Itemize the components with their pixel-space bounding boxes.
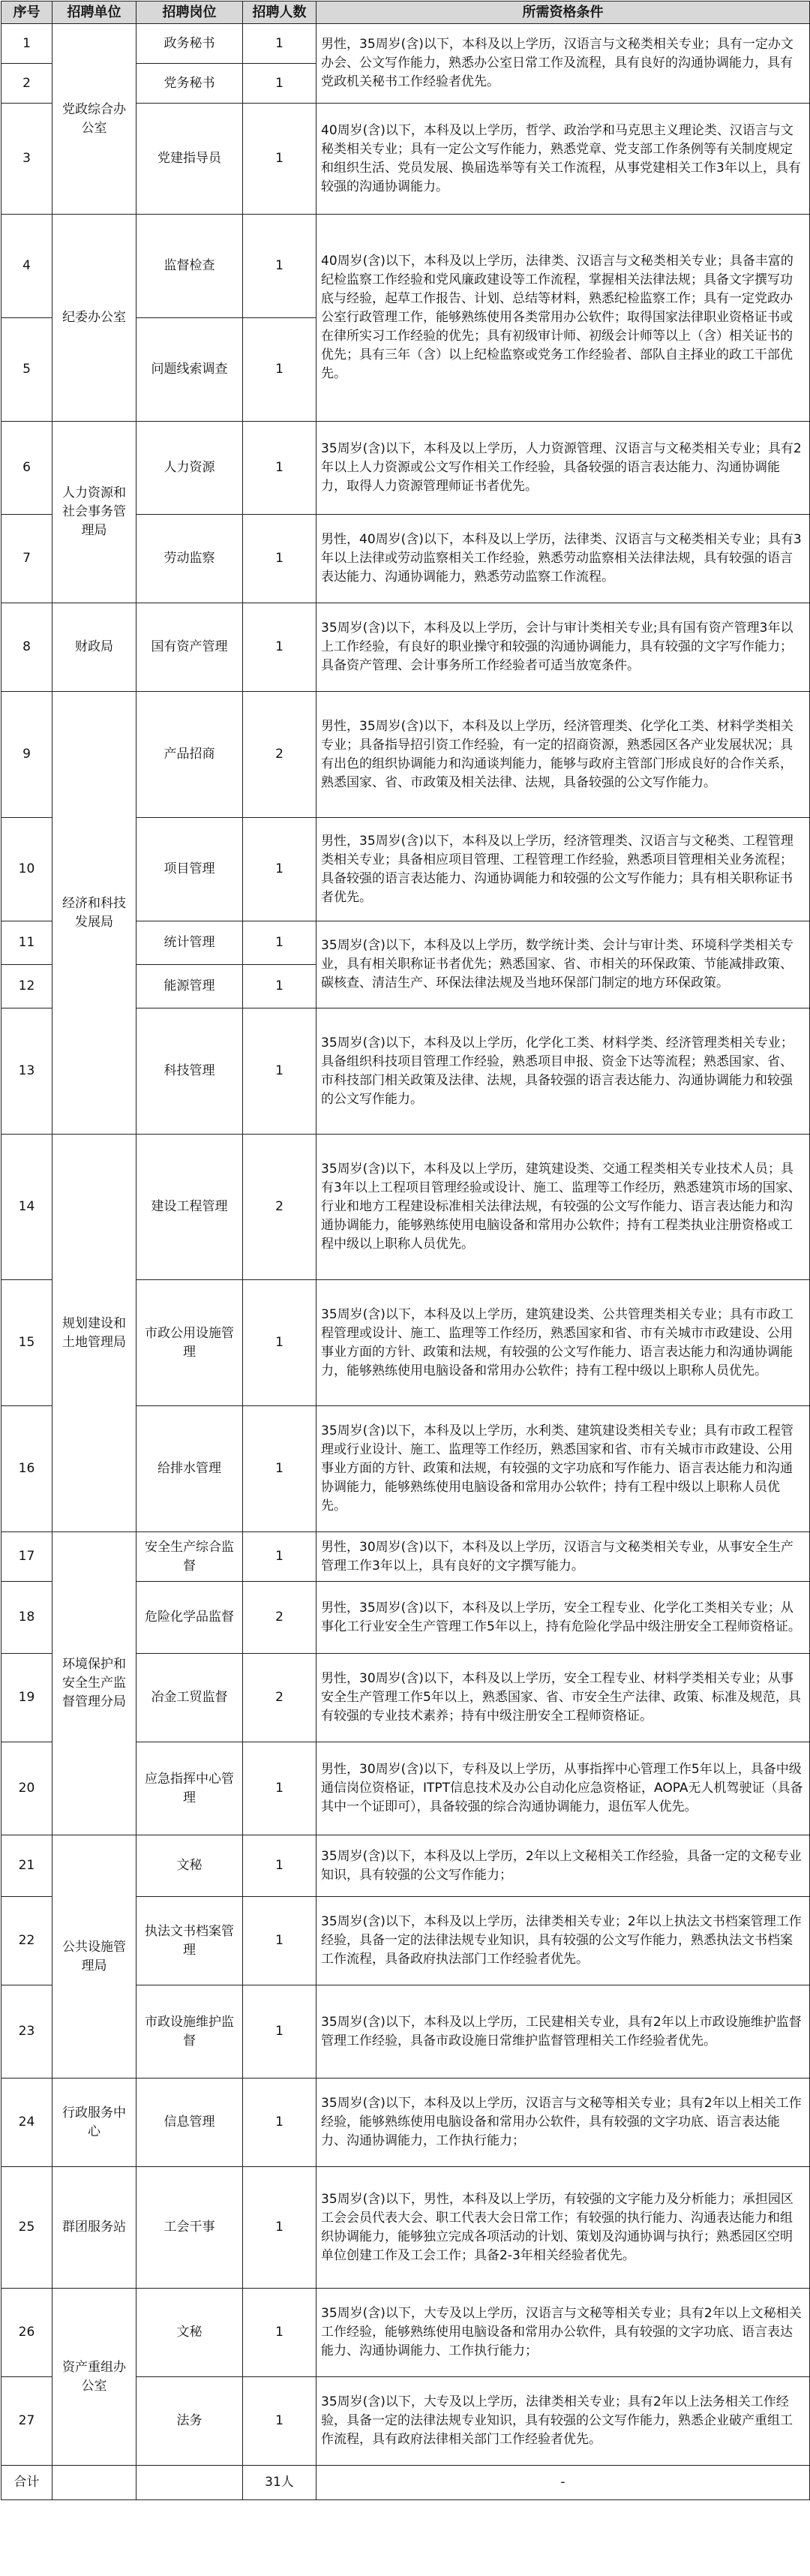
total-count: 31人 <box>243 2466 316 2500</box>
unit-cell: 党政综合办公室 <box>52 24 136 215</box>
unit-cell: 群团服务站 <box>52 2167 136 2289</box>
requirements-cell: 35周岁(含)以下，本科及以上学历，汉语言与文秘等相关专业；具有2年以上相关工作经验，能够熟练使用电脑设备和常用办公软件，具有较强的文字功底、语言表达能力、沟通协调能力，工作执行能力； <box>316 2079 810 2167</box>
count-cell: 1 <box>243 1406 316 1532</box>
total-empty-post <box>136 2466 243 2500</box>
header-requirements: 所需资格条件 <box>316 2 810 24</box>
row-seq: 6 <box>2 422 52 515</box>
post-cell: 安全生产综合监督 <box>136 1532 243 1582</box>
post-cell: 问题线索调查 <box>136 318 243 422</box>
table-row <box>2 692 810 818</box>
requirements-cell: 35周岁(含)以下，本科及以上学历，化学化工类、材料学类、经济管理类相关专业；具备组织科技项目管理工作经验，熟悉项目申报、资金下达等流程；熟悉国家、省、市科技部门相关政策及法律、法规，具备较强的语言表达能力、沟通协调能力和较强的公文写作能力。 <box>316 1008 810 1135</box>
post-cell: 法务 <box>136 2377 243 2466</box>
unit-cell: 公共设施管理局 <box>52 1835 136 2079</box>
row-seq: 8 <box>2 603 52 692</box>
unit-cell: 人力资源和社会事务管理局 <box>52 422 136 603</box>
requirements-cell: 35周岁(含)以下，大专及以上学历，法律类相关专业；具有2年以上法务相关工作经验，具备一定的法律法规专业知识，具有较强的公文写作能力，熟悉企业破产重组工作流程，具有政府法律相关部门工作经验者优先。 <box>316 2377 810 2466</box>
requirements-cell: 40周岁(含)以下，本科及以上学历，哲学、政治学和马克思主义理论类、汉语言与文秘类相关专业；具有一定公文写作能力，熟悉党章、党支部工作条例等有关制度规定和组织生活、党员发展、换届选举等有关工作流程，从事党建相关工作3年以上，具有较强的沟通协调能力。 <box>316 104 810 215</box>
table-row <box>2 2167 810 2289</box>
row-seq: 11 <box>2 921 52 965</box>
post-cell: 工会干事 <box>136 2167 243 2289</box>
count-cell: 2 <box>243 1582 316 1654</box>
table-row <box>2 24 810 64</box>
count-cell: 1 <box>243 422 316 515</box>
post-cell: 产品招商 <box>136 692 243 818</box>
post-cell: 统计管理 <box>136 921 243 965</box>
row-seq: 10 <box>2 818 52 921</box>
header-post: 招聘岗位 <box>136 2 243 24</box>
requirements-cell: 男性，40周岁(含)以下，本科及以上学历，法律类、汉语言与文秘类相关专业；具有3年以上法律或劳动监察相关工作经验，熟悉劳动监察相关法律法规，具有较强的语言表达能力、沟通协调能力，熟悉劳动监察工作流程。 <box>316 515 810 603</box>
post-cell: 危险化学品监督 <box>136 1582 243 1654</box>
post-cell: 应急指挥中心管理 <box>136 1742 243 1835</box>
row-seq: 23 <box>2 1985 52 2079</box>
post-cell: 人力资源 <box>136 422 243 515</box>
unit-cell: 资产重组办公室 <box>52 2289 136 2466</box>
count-cell: 1 <box>243 215 316 318</box>
requirements-cell: 40周岁(含)以下，本科及以上学历，法律类、汉语言与文秘类相关专业；具备丰富的纪检监察工作经验和党风廉政建设等工作流程，掌握相关法律法规；具备文字撰写功底与经验，起草工作报告、计划、总结等材料，熟悉纪检监察工作；具有一定党政办公室行政管理工作，能够熟练使用各类常用办公软件；取得国家法律职业资格证书或在律所实习工作经验的优先；具有初级审计师、初级会计师等以上（含）相关证书的优先；具有三年（含）以上纪检监察或党务工作经验者、部队自主择业的政工干部优先。 <box>316 215 810 422</box>
post-cell: 监督检查 <box>136 215 243 318</box>
row-seq: 15 <box>2 1280 52 1406</box>
count-cell: 1 <box>243 104 316 215</box>
post-cell: 信息管理 <box>136 2079 243 2167</box>
row-seq: 21 <box>2 1835 52 1897</box>
table-row <box>2 1835 810 1897</box>
requirements-cell: 35周岁(含)以下，本科及以上学历，法律类相关专业；2年以上执法文书档案管理工作经验，具备一定的法律法规专业知识，具有较强的公文写作能力，熟悉执法文书档案工作流程，具备政府执法部门工作经验者优先。 <box>316 1897 810 1985</box>
total-row <box>2 2466 810 2500</box>
recruitment-table <box>1 1 810 2500</box>
row-seq: 1 <box>2 24 52 64</box>
row-seq: 18 <box>2 1582 52 1654</box>
count-cell: 1 <box>243 2289 316 2377</box>
post-cell: 冶金工贸监督 <box>136 1654 243 1742</box>
count-cell: 1 <box>243 2377 316 2466</box>
requirements-cell: 男性，35周岁(含)以下，本科及以上学历，经济管理类、汉语言与文秘类、工程管理类相关专业；具备相应项目管理、工程管理工作经验，熟悉项目管理相关业务流程；具备较强的语言表达能力、沟通协调能力和较强的公文写作能力；具有相关职称证书者优先。 <box>316 818 810 921</box>
post-cell: 能源管理 <box>136 965 243 1008</box>
count-cell: 2 <box>243 692 316 818</box>
post-cell: 市政设施维护监督 <box>136 1985 243 2079</box>
row-seq: 13 <box>2 1008 52 1135</box>
row-seq: 17 <box>2 1532 52 1582</box>
requirements-cell: 男性，35周岁(含)以下，本科及以上学历，安全工程专业、化学化工类相关专业；从事化工行业安全生产管理工作5年以上，持有危险化学品中级注册安全工程师资格证。 <box>316 1582 810 1654</box>
post-cell: 党务秘书 <box>136 64 243 104</box>
count-cell: 2 <box>243 1654 316 1742</box>
post-cell: 给排水管理 <box>136 1406 243 1532</box>
row-seq: 24 <box>2 2079 52 2167</box>
row-seq: 20 <box>2 1742 52 1835</box>
unit-cell: 规划建设和土地管理局 <box>52 1135 136 1532</box>
requirements-cell: 35周岁(含)以下，本科及以上学历，建筑建设类、交通工程类相关专业技术人员；具有3年以上工程项目管理经验或设计、施工、监理等工作经历，熟悉建筑市场的国家、行业和地方工程建设标准相关法律法规，有较强的公文写作能力、语言表达能力和沟通协调能力，能够熟练使用电脑设备和常用办公软件；持有工程类执业注册资格或工程中级以上职称人员优先。 <box>316 1135 810 1280</box>
count-cell: 1 <box>243 1742 316 1835</box>
post-cell: 劳动监察 <box>136 515 243 603</box>
unit-cell: 经济和科技发展局 <box>52 692 136 1135</box>
count-cell: 1 <box>243 64 316 104</box>
requirements-cell: 男性，35周岁(含)以下，本科及以上学历，经济管理类、化学化工类、材料学类相关专业；具备指导招引资工作经验，有一定的招商资源，熟悉园区各产业发展状况；具有出色的组织协调能力和沟通谈判能力，能够与政府主管部门形成良好的合作关系，熟悉国家、省、市政策及相关法律、法规，具备较强的公文写作能力。 <box>316 692 810 818</box>
requirements-cell: 35周岁(含)以下，本科及以上学历，人力资源管理、汉语言与文秘类相关专业；具有2年以上人力资源或公文写作相关工作经验，具备较强的语言表达能力、沟通协调能力，取得人力资源管理师证书者优先。 <box>316 422 810 515</box>
row-seq: 25 <box>2 2167 52 2289</box>
total-label: 合计 <box>2 2466 52 2500</box>
row-seq: 22 <box>2 1897 52 1985</box>
post-cell: 科技管理 <box>136 1008 243 1135</box>
count-cell: 1 <box>243 2167 316 2289</box>
row-seq: 12 <box>2 965 52 1008</box>
table-row <box>2 1532 810 1582</box>
requirements-cell: 35周岁(含)以下，本科及以上学历，水利类、建筑建设类相关专业；具有市政工程管理或行业设计、施工、监理等工作经历，熟悉国家和省、市有关城市市政建设、公用事业方面的方针、政策和法规，有较强的文字功底和写作能力、语言表达能力和沟通协调能力，能够熟练使用电脑设备和常用办公软件；持有工程中级以上职称人员优先。 <box>316 1406 810 1532</box>
row-seq: 27 <box>2 2377 52 2466</box>
post-cell: 文秘 <box>136 1835 243 1897</box>
count-cell: 1 <box>243 515 316 603</box>
count-cell: 1 <box>243 818 316 921</box>
post-cell: 建设工程管理 <box>136 1135 243 1280</box>
row-seq: 26 <box>2 2289 52 2377</box>
header-seq: 序号 <box>2 2 52 24</box>
requirements-cell: 35周岁(含)以下，本科及以上学历，会计与审计类相关专业;具有国有资产管理3年以上工作经验，有良好的职业操守和较强的沟通协调能力，具有较强的文字写作能力；具备资产管理、会计事务所工作经验者可适当放宽条件。 <box>316 603 810 692</box>
table-row <box>2 2079 810 2167</box>
total-empty-unit <box>52 2466 136 2500</box>
count-cell: 1 <box>243 603 316 692</box>
post-cell: 政务秘书 <box>136 24 243 64</box>
requirements-cell: 35周岁(含)以下，男性，本科及以上学历，有较强的文字能力及分析能力；承担园区工会会员代表大会、职工代表大会日常工作；有较强的执行能力、沟通表达能力和组织协调能力，能够独立完成各项活动的计划、策划及沟通协调与执行；熟悉园区空明单位创建工作及工会工作；具备2-3年相关经验者优先。 <box>316 2167 810 2289</box>
row-seq: 19 <box>2 1654 52 1742</box>
post-cell: 党建指导员 <box>136 104 243 215</box>
post-cell: 市政公用设施管理 <box>136 1280 243 1406</box>
requirements-cell: 男性，30周岁(含)以下，本科及以上学历，安全工程专业、材料学类相关专业；从事安全生产管理工作5年以上，熟悉国家、省、市安全生产法律、政策、标准及规范，具有较强的专业技术素养；持有中级注册安全工程师资格证。 <box>316 1654 810 1742</box>
count-cell: 1 <box>243 1532 316 1582</box>
count-cell: 1 <box>243 1897 316 1985</box>
row-seq: 3 <box>2 104 52 215</box>
row-seq: 14 <box>2 1135 52 1280</box>
row-seq: 16 <box>2 1406 52 1532</box>
requirements-cell: 35周岁(含)以下，本科及以上学历，工民建相关专业，具有2年以上市政设施维护监督管理工作经验，具备市政设施日常维护监督管理相关工作经验者优先。 <box>316 1985 810 2079</box>
table-header-row <box>2 2 810 24</box>
table-row <box>2 1135 810 1280</box>
requirements-cell: 男性，30周岁(含)以下，本科及以上学历，汉语言与文秘类相关专业，从事安全生产管理工作3年以上，具有良好的文字撰写能力。 <box>316 1532 810 1582</box>
unit-cell: 环境保护和安全生产监督管理分局 <box>52 1532 136 1835</box>
table-row <box>2 422 810 515</box>
table-row <box>2 215 810 318</box>
requirements-cell: 35周岁(含)以下，本科及以上学历，建筑建设类、公共管理类相关专业；具有市政工程管理或设计、施工、监理等工作经历，熟悉国家和省、市有关城市市政建设、公用事业方面的方针、政策和法规，有较强的公文写作能力、语言表达能力和沟通协调能力，能够熟练使用电脑设备和常用办公软件；持有工程中级以上职称人员优先。 <box>316 1280 810 1406</box>
count-cell: 1 <box>243 318 316 422</box>
row-seq: 9 <box>2 692 52 818</box>
unit-cell: 财政局 <box>52 603 136 692</box>
table-row <box>2 2289 810 2377</box>
count-cell: 1 <box>243 1835 316 1897</box>
header-count: 招聘人数 <box>243 2 316 24</box>
table-row <box>2 603 810 692</box>
requirements-cell: 男性，35周岁(含)以下，本科及以上学历，汉语言与文秘类相关专业；具有一定办文办会、公文写作能力，熟悉办公室日常工作及流程，具有良好的沟通协调能力，具有党政机关秘书工作经验者优先。 <box>316 24 810 104</box>
post-cell: 执法文书档案管理 <box>136 1897 243 1985</box>
row-seq: 7 <box>2 515 52 603</box>
count-cell: 1 <box>243 921 316 965</box>
count-cell: 1 <box>243 965 316 1008</box>
count-cell: 1 <box>243 1280 316 1406</box>
row-seq: 5 <box>2 318 52 422</box>
count-cell: 2 <box>243 1135 316 1280</box>
requirements-cell: 35周岁(含)以下，本科及以上学历，数学统计类、会计与审计类、环境科学类相关专业，具有相关职称证书者优先；熟悉国家、省、市相关的环保政策、节能减排政策、碳核查、清洁生产、环保法律法规及当地环保部门制定的地方环保政策。 <box>316 921 810 1008</box>
total-note: - <box>316 2466 810 2500</box>
post-cell: 文秘 <box>136 2289 243 2377</box>
unit-cell: 纪委办公室 <box>52 215 136 422</box>
requirements-cell: 35周岁(含)以下，大专及以上学历，汉语言与文秘等相关专业；具有2年以上文秘相关工作经验，能够熟练使用电脑设备和常用办公软件，具有较强的文字功底、语言表达能力、沟通协调能力、工作执行能力； <box>316 2289 810 2377</box>
post-cell: 国有资产管理 <box>136 603 243 692</box>
post-cell: 项目管理 <box>136 818 243 921</box>
count-cell: 1 <box>243 1985 316 2079</box>
header-unit: 招聘单位 <box>52 2 136 24</box>
row-seq: 2 <box>2 64 52 104</box>
count-cell: 1 <box>243 24 316 64</box>
requirements-cell: 35周岁(含)以下，本科及以上学历，2年以上文秘相关工作经验，具备一定的文秘专业知识，具有较强的公文写作能力； <box>316 1835 810 1897</box>
count-cell: 1 <box>243 1008 316 1135</box>
count-cell: 1 <box>243 2079 316 2167</box>
unit-cell: 行政服务中心 <box>52 2079 136 2167</box>
row-seq: 4 <box>2 215 52 318</box>
requirements-cell: 男性，30周岁(含)以下，专科及以上学历，从事指挥中心管理工作5年以上，具备中级通信岗位资格证，ITPT信息技术及办公自动化应急资格证，AOPA无人机驾驶证（具备其中一个证即可），具备较强的综合沟通协调能力，退伍军人优先。 <box>316 1742 810 1835</box>
